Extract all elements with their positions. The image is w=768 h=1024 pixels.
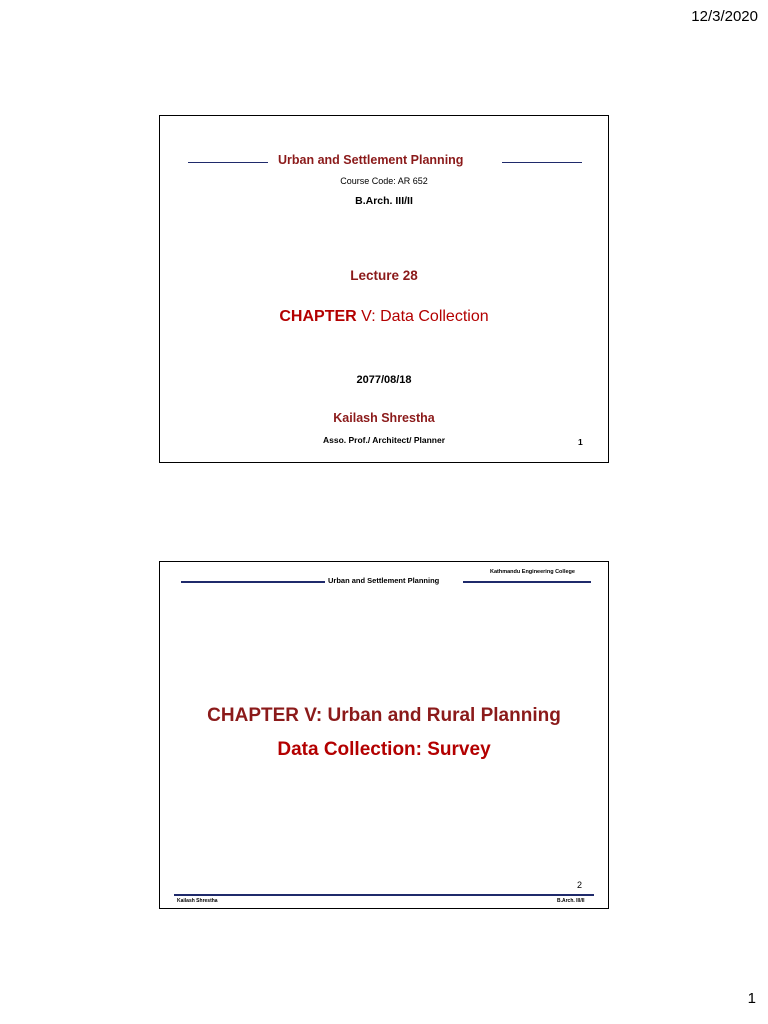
header-rule-right bbox=[463, 581, 591, 583]
slide-number: 2 bbox=[577, 880, 583, 890]
title-rule-right bbox=[502, 162, 582, 163]
footer-degree: B.Arch. III/II bbox=[557, 898, 585, 904]
print-date: 12/3/2020 bbox=[691, 8, 758, 25]
slide-heading: CHAPTER V: Urban and Rural Planning bbox=[207, 705, 561, 726]
chapter-name: V: Data Collection bbox=[356, 308, 489, 325]
page-number: 1 bbox=[747, 990, 756, 1007]
chapter-title bbox=[160, 308, 608, 326]
footer-rule bbox=[174, 894, 594, 896]
author-role: Asso. Prof./ Architect/ Planner bbox=[322, 435, 446, 445]
degree-label: B.Arch. III/II bbox=[355, 195, 413, 207]
title-rule-left bbox=[188, 162, 268, 163]
lecture-number: Lecture 28 bbox=[350, 268, 418, 283]
chapter-prefix: CHAPTER bbox=[279, 308, 357, 325]
college-name: Kathmandu Engineering College bbox=[490, 569, 575, 575]
header-title: Urban and Settlement Planning bbox=[328, 576, 440, 585]
author-name: Kailash Shrestha bbox=[333, 411, 435, 425]
slide-number: 1 bbox=[578, 437, 583, 447]
footer-author: Kailash Shrestha bbox=[177, 898, 218, 904]
slide-1 bbox=[159, 115, 609, 463]
header-rule-left bbox=[181, 581, 325, 583]
course-title: Urban and Settlement Planning bbox=[278, 153, 464, 167]
lecture-date: 2077/08/18 bbox=[356, 374, 412, 386]
course-code: Course Code: AR 652 bbox=[340, 176, 428, 186]
slide-2 bbox=[159, 561, 609, 909]
slide-subheading: Data Collection: Survey bbox=[277, 739, 491, 760]
